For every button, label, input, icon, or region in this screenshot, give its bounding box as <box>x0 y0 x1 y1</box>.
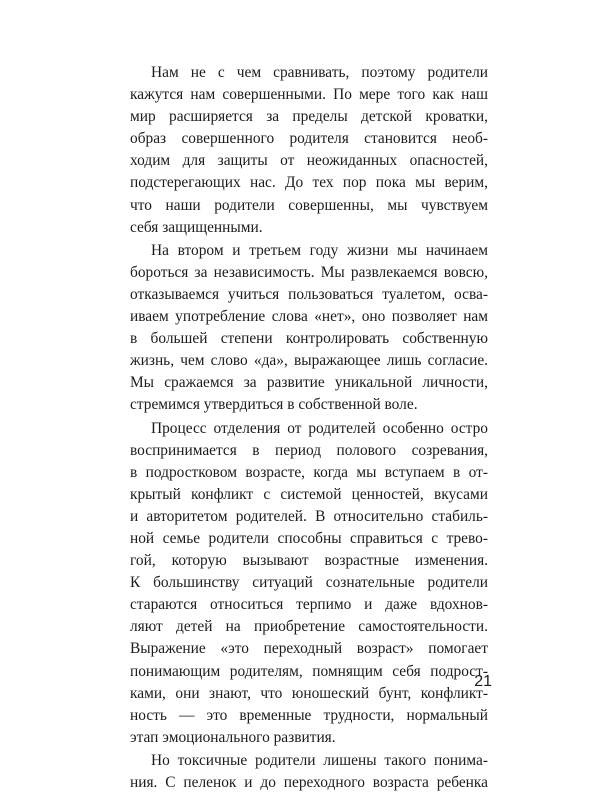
text-line: подстерегающих нас. До тех пор пока мы верим, <box>130 174 488 192</box>
text-line: Выражение «это переходный возраст» помогает <box>130 640 488 658</box>
text-line: крытый конфликт с системой ценностей, вкусами <box>130 485 488 503</box>
text-line: что наши родители совершенны, мы чувствуем <box>130 196 488 214</box>
text-line: стараются относиться терпимо и даже вдохнов- <box>130 596 488 614</box>
text-line: образ совершенного родителя становится необ- <box>130 130 488 148</box>
text-line: На втором и третьем году жизни мы начинаем <box>151 241 488 259</box>
text-line: ходим для защиты от неожиданных опасностей, <box>130 152 488 170</box>
text-line: жизнь, чем слово «да», выражающее лишь согласие. <box>130 352 488 370</box>
text-line: кажутся нам совершенными. По мере того как наш <box>130 86 488 104</box>
body-text <box>130 62 488 794</box>
paragraph <box>130 418 488 749</box>
text-line: гой, которую вызывают возрастные изменения. <box>130 552 488 570</box>
text-line: этап эмоционального развития. <box>130 728 336 746</box>
text-line: ность — это временные трудности, нормальный <box>130 706 488 724</box>
text-line: Нам не с чем сравнивать, поэтому родители <box>151 64 488 81</box>
text-line: Но токсичные родители лишены такого понима- <box>151 751 488 769</box>
text-line: К большинству ситуаций сознательные родители <box>130 574 488 592</box>
paragraph <box>130 240 488 417</box>
text-line: иваем употребление слова «нет», оно позволяет нам <box>130 308 488 326</box>
text-line: себя защищенными. <box>130 218 263 236</box>
text-line: в большей степени контролировать собственную <box>130 330 488 348</box>
text-line: ляют детей на приобретение самостоятельности. <box>130 618 488 636</box>
paragraph <box>130 750 488 794</box>
text-line: ками, они знают, что юношеский бунт, конфликт- <box>130 684 488 702</box>
paragraph <box>130 62 488 239</box>
text-line: ной семье родители способны справиться с трево- <box>130 529 488 547</box>
text-line: Мы сражаемся за развитие уникальной личности, <box>130 374 488 392</box>
text-line: отказываемся учиться пользоваться туалетом, осва- <box>130 285 488 303</box>
text-line: мир расширяется за пределы детской кроватки, <box>130 108 488 126</box>
text-line: понимающим родителям, помнящим себя подрост- <box>130 662 488 680</box>
text-line: в подростковом возрасте, когда мы вступаем в от- <box>130 463 488 481</box>
text-line: бороться за независимость. Мы развлекаемся вовсю, <box>130 263 488 281</box>
text-line: и авторитетом родителей. В относительно стабиль- <box>130 507 488 525</box>
text-line: ния. С пеленок и до переходного возраста ребенка <box>130 774 488 791</box>
text-line: стремимся утвердиться в собственной воле. <box>130 396 418 414</box>
text-line: воспринимается в период полового созревания, <box>130 441 488 459</box>
text-line: Процесс отделения от родителей особенно остро <box>151 419 488 437</box>
page-number: 21 <box>474 673 492 690</box>
